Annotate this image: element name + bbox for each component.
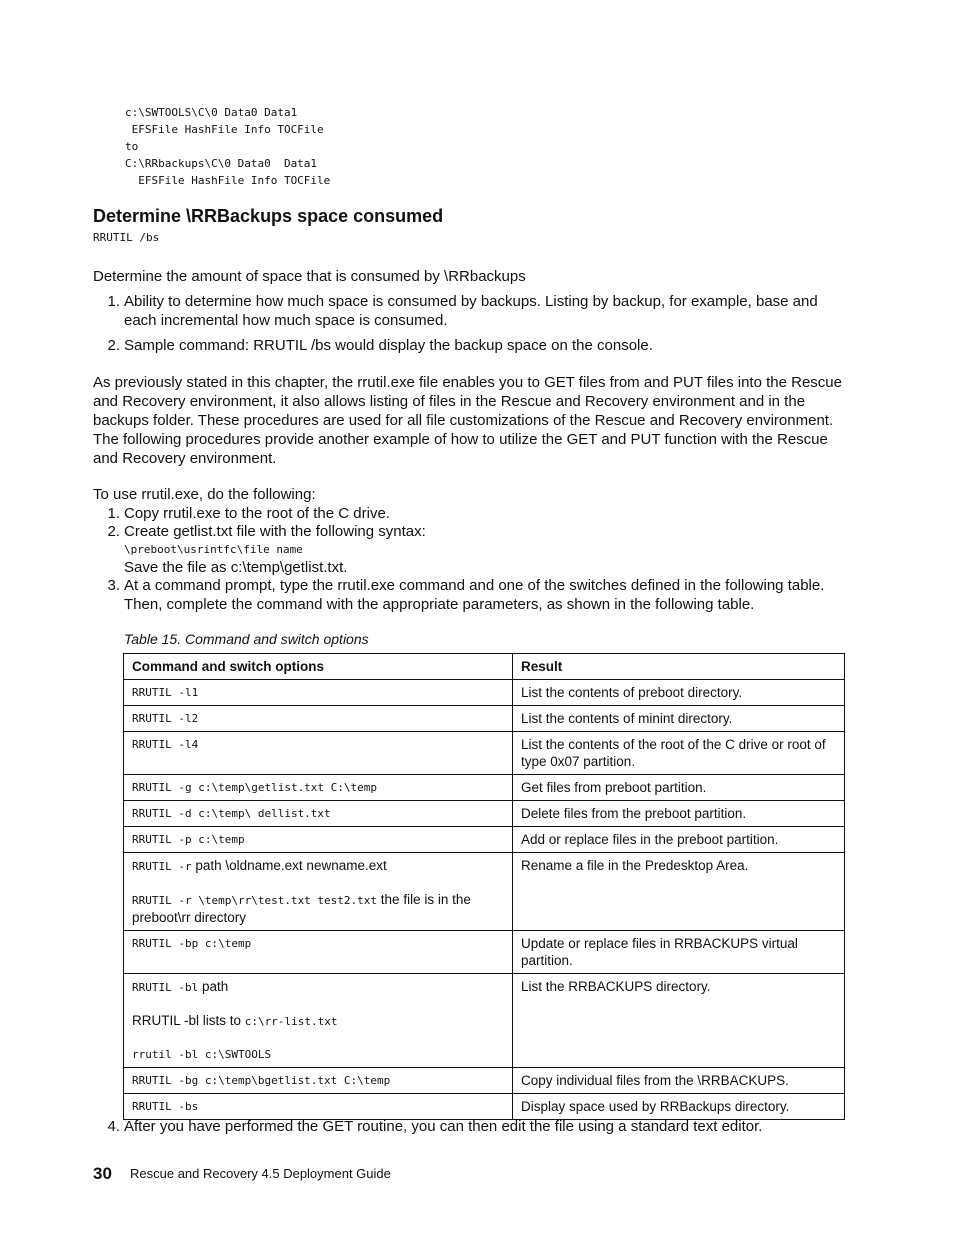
command-cell: RRUTIL -p c:\temp (124, 827, 513, 853)
step-number: 4. (107, 1118, 120, 1135)
command-text: RRUTIL -bl lists to (132, 1013, 245, 1028)
command-table (123, 653, 845, 1120)
code-line: EFSFile HashFile Info TOCFile (125, 123, 324, 136)
table-row (124, 931, 845, 974)
command-code: c:\rr-list.txt (244, 1015, 338, 1028)
table-row (124, 827, 845, 853)
table-row (124, 1094, 845, 1120)
command-text: path (198, 979, 229, 994)
step-item (100, 504, 845, 523)
table-row (124, 853, 845, 931)
step-item (100, 576, 845, 614)
code-line: EFSFile HashFile Info TOCFile (125, 174, 331, 187)
command-cell: RRUTIL -d c:\temp\ dellist.txt (124, 801, 513, 827)
result-cell: Update or replace files in RRBACKUPS virtual partition. (513, 931, 845, 974)
step-text: Copy rrutil.exe to the root of the C drive. (124, 505, 390, 522)
code-block (125, 104, 330, 189)
result-cell: Display space used by RRBackups directory. (513, 1094, 845, 1120)
command-cell (124, 974, 513, 1068)
command-code: RRUTIL -r (132, 860, 192, 873)
command-cell: RRUTIL -l2 (124, 706, 513, 732)
step-item (100, 1117, 845, 1136)
code-line: c:\SWTOOLS\C\0 Data0 Data1 (125, 106, 298, 119)
table-caption: Table 15. Command and switch options (124, 631, 369, 647)
step-text: Create getlist.txt file with the following syntax: (124, 523, 426, 540)
procedure-intro: To use rrutil.exe, do the following: (93, 486, 316, 503)
result-cell: List the contents of preboot directory. (513, 680, 845, 706)
result-cell: List the contents of the root of the C drive or root of type 0x07 partition. (513, 732, 845, 775)
result-cell: Copy individual files from the \RRBACKUPS. (513, 1068, 845, 1094)
step-number: 3. (107, 577, 120, 594)
section-heading: Determine \RRBackups space consumed (93, 206, 444, 226)
body-paragraph: As previously stated in this chapter, the rrutil.exe file enables you to GET files from and PUT files into the Rescue and Recovery environment, it also allows listing of files in the Rescue and Recovery environment and in the backups folder. These procedures are used for all file customizations of the Rescue and Recovery environment. The following procedures provide another example of how to utilize the GET and PUT function with the Rescue and Recovery environment. (93, 374, 842, 467)
command-cell: RRUTIL -bp c:\temp (124, 931, 513, 974)
table-row (124, 732, 845, 775)
table-row (124, 801, 845, 827)
result-cell: Delete files from the preboot partition. (513, 801, 845, 827)
table-row (124, 974, 845, 1068)
step-number: 2. (107, 523, 120, 540)
step-text: At a command prompt, type the rrutil.exe command and one of the switches defined in the following table. Then, complete the command with the appropriate parameters, as shown in the following table. (124, 577, 825, 613)
column-header: Command and switch options (124, 654, 513, 680)
command-cell: RRUTIL -g c:\temp\getlist.txt C:\temp (124, 775, 513, 801)
column-header: Result (513, 654, 845, 680)
command-code: RRUTIL -r \temp\rr\test.txt test2.txt (132, 894, 378, 907)
step-text: After you have performed the GET routine, you can then edit the file using a standard text editor. (124, 1118, 763, 1135)
command-code: rrutil -bl c:\SWTOOLS (132, 1048, 272, 1061)
table-row (124, 1068, 845, 1094)
list-item (100, 292, 845, 330)
list-text: Ability to determine how much space is consumed by backups. Listing by backup, for example, base and each incremental how much space is consumed. (124, 293, 818, 329)
result-cell: Get files from preboot partition. (513, 775, 845, 801)
command-cell: RRUTIL -l4 (124, 732, 513, 775)
list-text: Sample command: RRUTIL /bs would display the backup space on the console. (124, 337, 653, 354)
list-number: 1. (107, 293, 120, 310)
result-cell: Add or replace files in the preboot partition. (513, 827, 845, 853)
table-header-row (124, 654, 845, 680)
command-cell: RRUTIL -l1 (124, 680, 513, 706)
step-code: \preboot\usrintfc\file name (124, 543, 303, 556)
step-item (100, 522, 845, 577)
section-command: RRUTIL /bs (93, 231, 160, 244)
command-text: path \oldname.ext newname.ext (191, 858, 387, 873)
table-row (124, 775, 845, 801)
command-cell: RRUTIL -bg c:\temp\bgetlist.txt C:\temp (124, 1068, 513, 1094)
result-cell: List the RRBACKUPS directory. (513, 974, 845, 1068)
list-item (100, 336, 845, 355)
code-line: C:\RRbackups\C\0 Data0 Data1 (125, 157, 318, 170)
step-number: 1. (107, 505, 120, 522)
footer-title: Rescue and Recovery 4.5 Deployment Guide (130, 1166, 391, 1181)
result-cell: List the contents of minint directory. (513, 706, 845, 732)
table-row (124, 706, 845, 732)
result-cell: Rename a file in the Predesktop Area. (513, 853, 845, 931)
section-intro: Determine the amount of space that is consumed by \RRbackups (93, 268, 526, 285)
command-code: RRUTIL -bl (132, 981, 199, 994)
table-row (124, 680, 845, 706)
page-number: 30 (93, 1164, 112, 1183)
step-save-note: Save the file as c:\temp\getlist.txt. (124, 559, 348, 576)
command-text: the file is in the preboot\rr directory (132, 892, 471, 925)
code-line: to (125, 140, 139, 153)
list-number: 2. (107, 337, 120, 354)
command-cell (124, 853, 513, 931)
command-cell: RRUTIL -bs (124, 1094, 513, 1120)
